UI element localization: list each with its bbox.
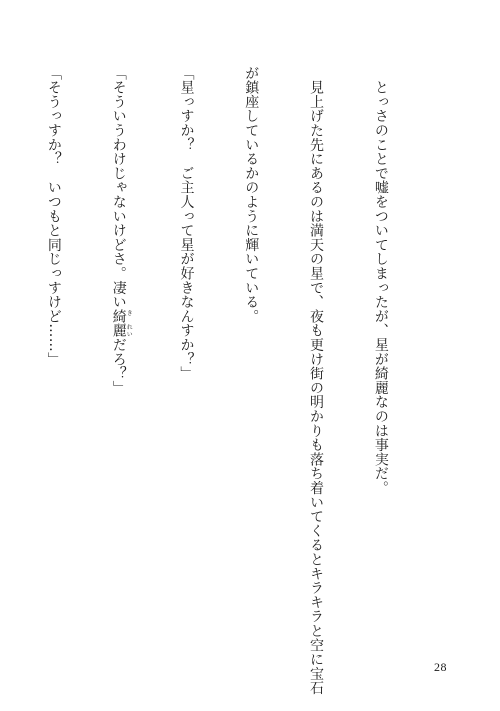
ruby-annotation: 綺麗き れい	[110, 309, 133, 338]
text-line: 「そうっすか？ いつもと同じっすけど……」	[45, 66, 62, 367]
text-line: が鎮座しているかのように輝いている。	[243, 66, 260, 324]
ruby-reading: き れい	[125, 309, 133, 338]
text-line: 「そういうわけじゃないけどさ。凄い綺麗き れいだろ？」	[110, 66, 133, 395]
page-number: 28	[434, 660, 447, 674]
text-line: とっさのことで嘘をついてしまったが、星が綺麗なのは事実だ。	[372, 66, 389, 495]
vertical-text-block	[0, 66, 434, 696]
text-line: 見上げた先にあるのは満天の星で、夜も更け街の明かりも落ち着いてくるとキラキラと空に宝石	[308, 66, 325, 696]
text-line: 「星っすか？ ご主人って星が好きなんすか？」	[178, 66, 195, 381]
